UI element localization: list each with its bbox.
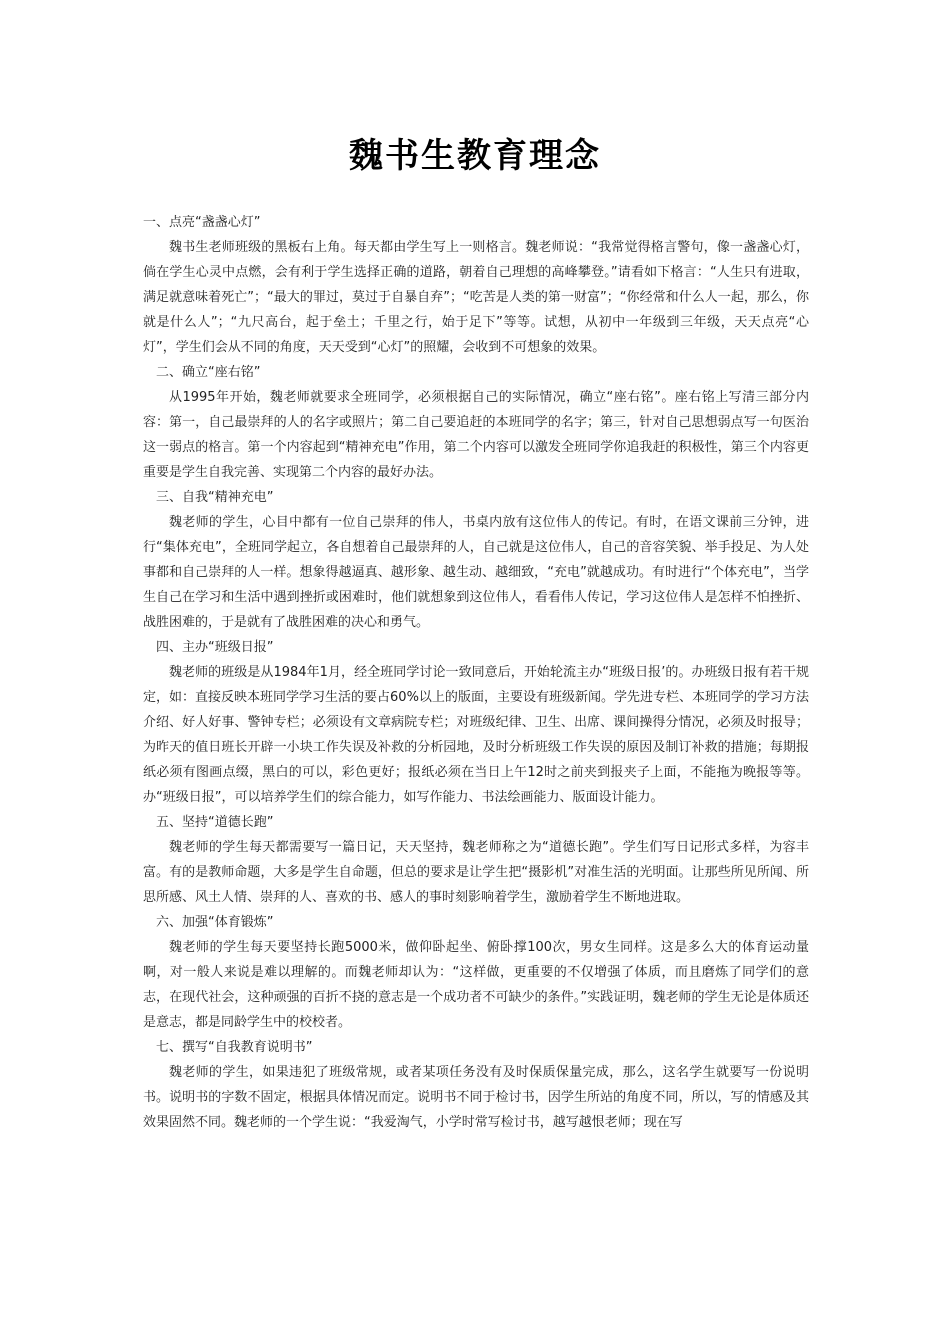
section-heading: 六、加强“体育锻炼” — [156, 915, 274, 930]
section-heading: 一、点亮“盏盏心灯” — [143, 215, 261, 230]
section-paragraph: 魏书生老师班级的黑板右上角。每天都由学生写上一则格言。魏老师说：“我常觉得格言警句，像一盏盏心灯，倘在学生心灵中点燃，会有利于学生选择正确的道路，朝着自己理想的高峰攀登。”请看如下格言：“人生只有进取，满足就意味着死亡”；“最大的罪过，莫过于自暴自弃”；“吃苦是人类的第一财富”；“你经常和什么人一起，那么，你就是什么人”；“九尺高台，起于垒土；千里之行，始于足下”等等。试想，从初中一年级到三年级，天天点亮“心灯”，学生们会从不同的角度，天天受到“心灯”的照耀，会收到不可想象的效果。 — [143, 240, 809, 355]
section-paragraph: 魏老师的班级是从1984年1月，经全班同学讨论一致同意后，开始轮流主办“班级日报’的。办班级日报有若干规定，如：直接反映本班同学学习生活的要占60%以上的版面，主要设有班级新闻。学先进专栏、本班同学的学习方法介绍、好人好事、警钟专栏；必须设有文章病院专栏；对班级纪律、卫生、出席、课间操得分情况，必须及时报导；为昨天的值日班长开辟一小块工作失误及补救的分析园地，及时分析班级工作失误的原因及制订补救的措施；每期报纸必须有图画点缀，黑白的可以，彩色更好；报纸必须在当日上午12时之前夹到报夹子上面，不能拖为晚报等等。办“班级日报”，可以培养学生们的综合能力，如写作能力、书法绘画能力、版面设计能力。 — [143, 665, 809, 805]
section-heading: 七、撰写“自我教育说明书” — [156, 1040, 313, 1055]
document-title: 魏书生教育理念 — [349, 136, 601, 176]
section-paragraph: 魏老师的学生，如果违犯了班级常规，或者某项任务没有及时保质保量完成，那么，这名学生就要写一份说明书。说明书的字数不固定，根据具体情况而定。说明书不同于检讨书，因学生所站的角度不同，所以，写的情感及其效果固然不同。魏老师的一个学生说：“我爱淘气，小学时常写检讨书，越写越恨老师；现在写 — [143, 1065, 809, 1130]
section-heading: 二、确立“座右铭” — [156, 365, 261, 380]
section-heading: 三、自我“精神充电” — [156, 490, 274, 505]
section-heading: 五、坚持“道德长跑” — [156, 815, 274, 830]
document-body — [143, 210, 809, 1135]
section-paragraph: 魏老师的学生，心目中都有一位自己崇拜的伟人，书桌内放有这位伟人的传记。有时，在语文课前三分钟，进行“集体充电”，全班同学起立，各自想着自己最崇拜的人，自己就是这位伟人，自己的音容笑貌、举手投足、为人处事都和自己崇拜的人一样。想象得越逼真、越形象、越生动、越细致，“充电”就越成功。有时进行“个体充电”，当学生自己在学习和生活中遇到挫折或困难时，他们就想象到这位伟人，看看伟人传记，学习这位伟人是怎样不怕挫折、战胜困难的，于是就有了战胜困难的决心和勇气。 — [143, 515, 809, 630]
section-paragraph: 魏老师的学生每天都需要写一篇日记，天天坚持，魏老师称之为“道德长跑”。学生们写日记形式多样，为容丰富。有的是教师命题，大多是学生自命题，但总的要求是让学生把“摄影机”对准生活的光明面。让那些所见所闻、所思所感、风土人情、崇拜的人、喜欢的书、感人的事时刻影响着学生，激励着学生不断地进取。 — [143, 840, 809, 905]
section-heading: 四、主办“班级日报” — [156, 640, 274, 655]
section-paragraph: 从1995年开始，魏老师就要求全班同学，必须根据自己的实际情况，确立“座右铭”。座右铭上写清三部分内容：第一，自己最崇拜的人的名字或照片；第二自己要追赶的本班同学的名字；第三，针对自己思想弱点写一句医治这一弱点的格言。第一个内容起到“精神充电”作用，第二个内容可以激发全班同学你追我赶的积极性，第三个内容更重要是学生自我完善、实现第二个内容的最好办法。 — [143, 390, 809, 480]
section-paragraph: 魏老师的学生每天要坚持长跑5000米，做仰卧起坐、俯卧撑100次，男女生同样。这是多么大的体育运动量啊，对一般人来说是难以理解的。而魏老师却认为：“这样做，更重要的不仅增强了体质，而且磨炼了同学们的意志，在现代社会，这种顽强的百折不挠的意志是一个成功者不可缺少的条件。”实践证明，魏老师的学生无论是体质还是意志，都是同龄学生中的校校者。 — [143, 940, 809, 1030]
